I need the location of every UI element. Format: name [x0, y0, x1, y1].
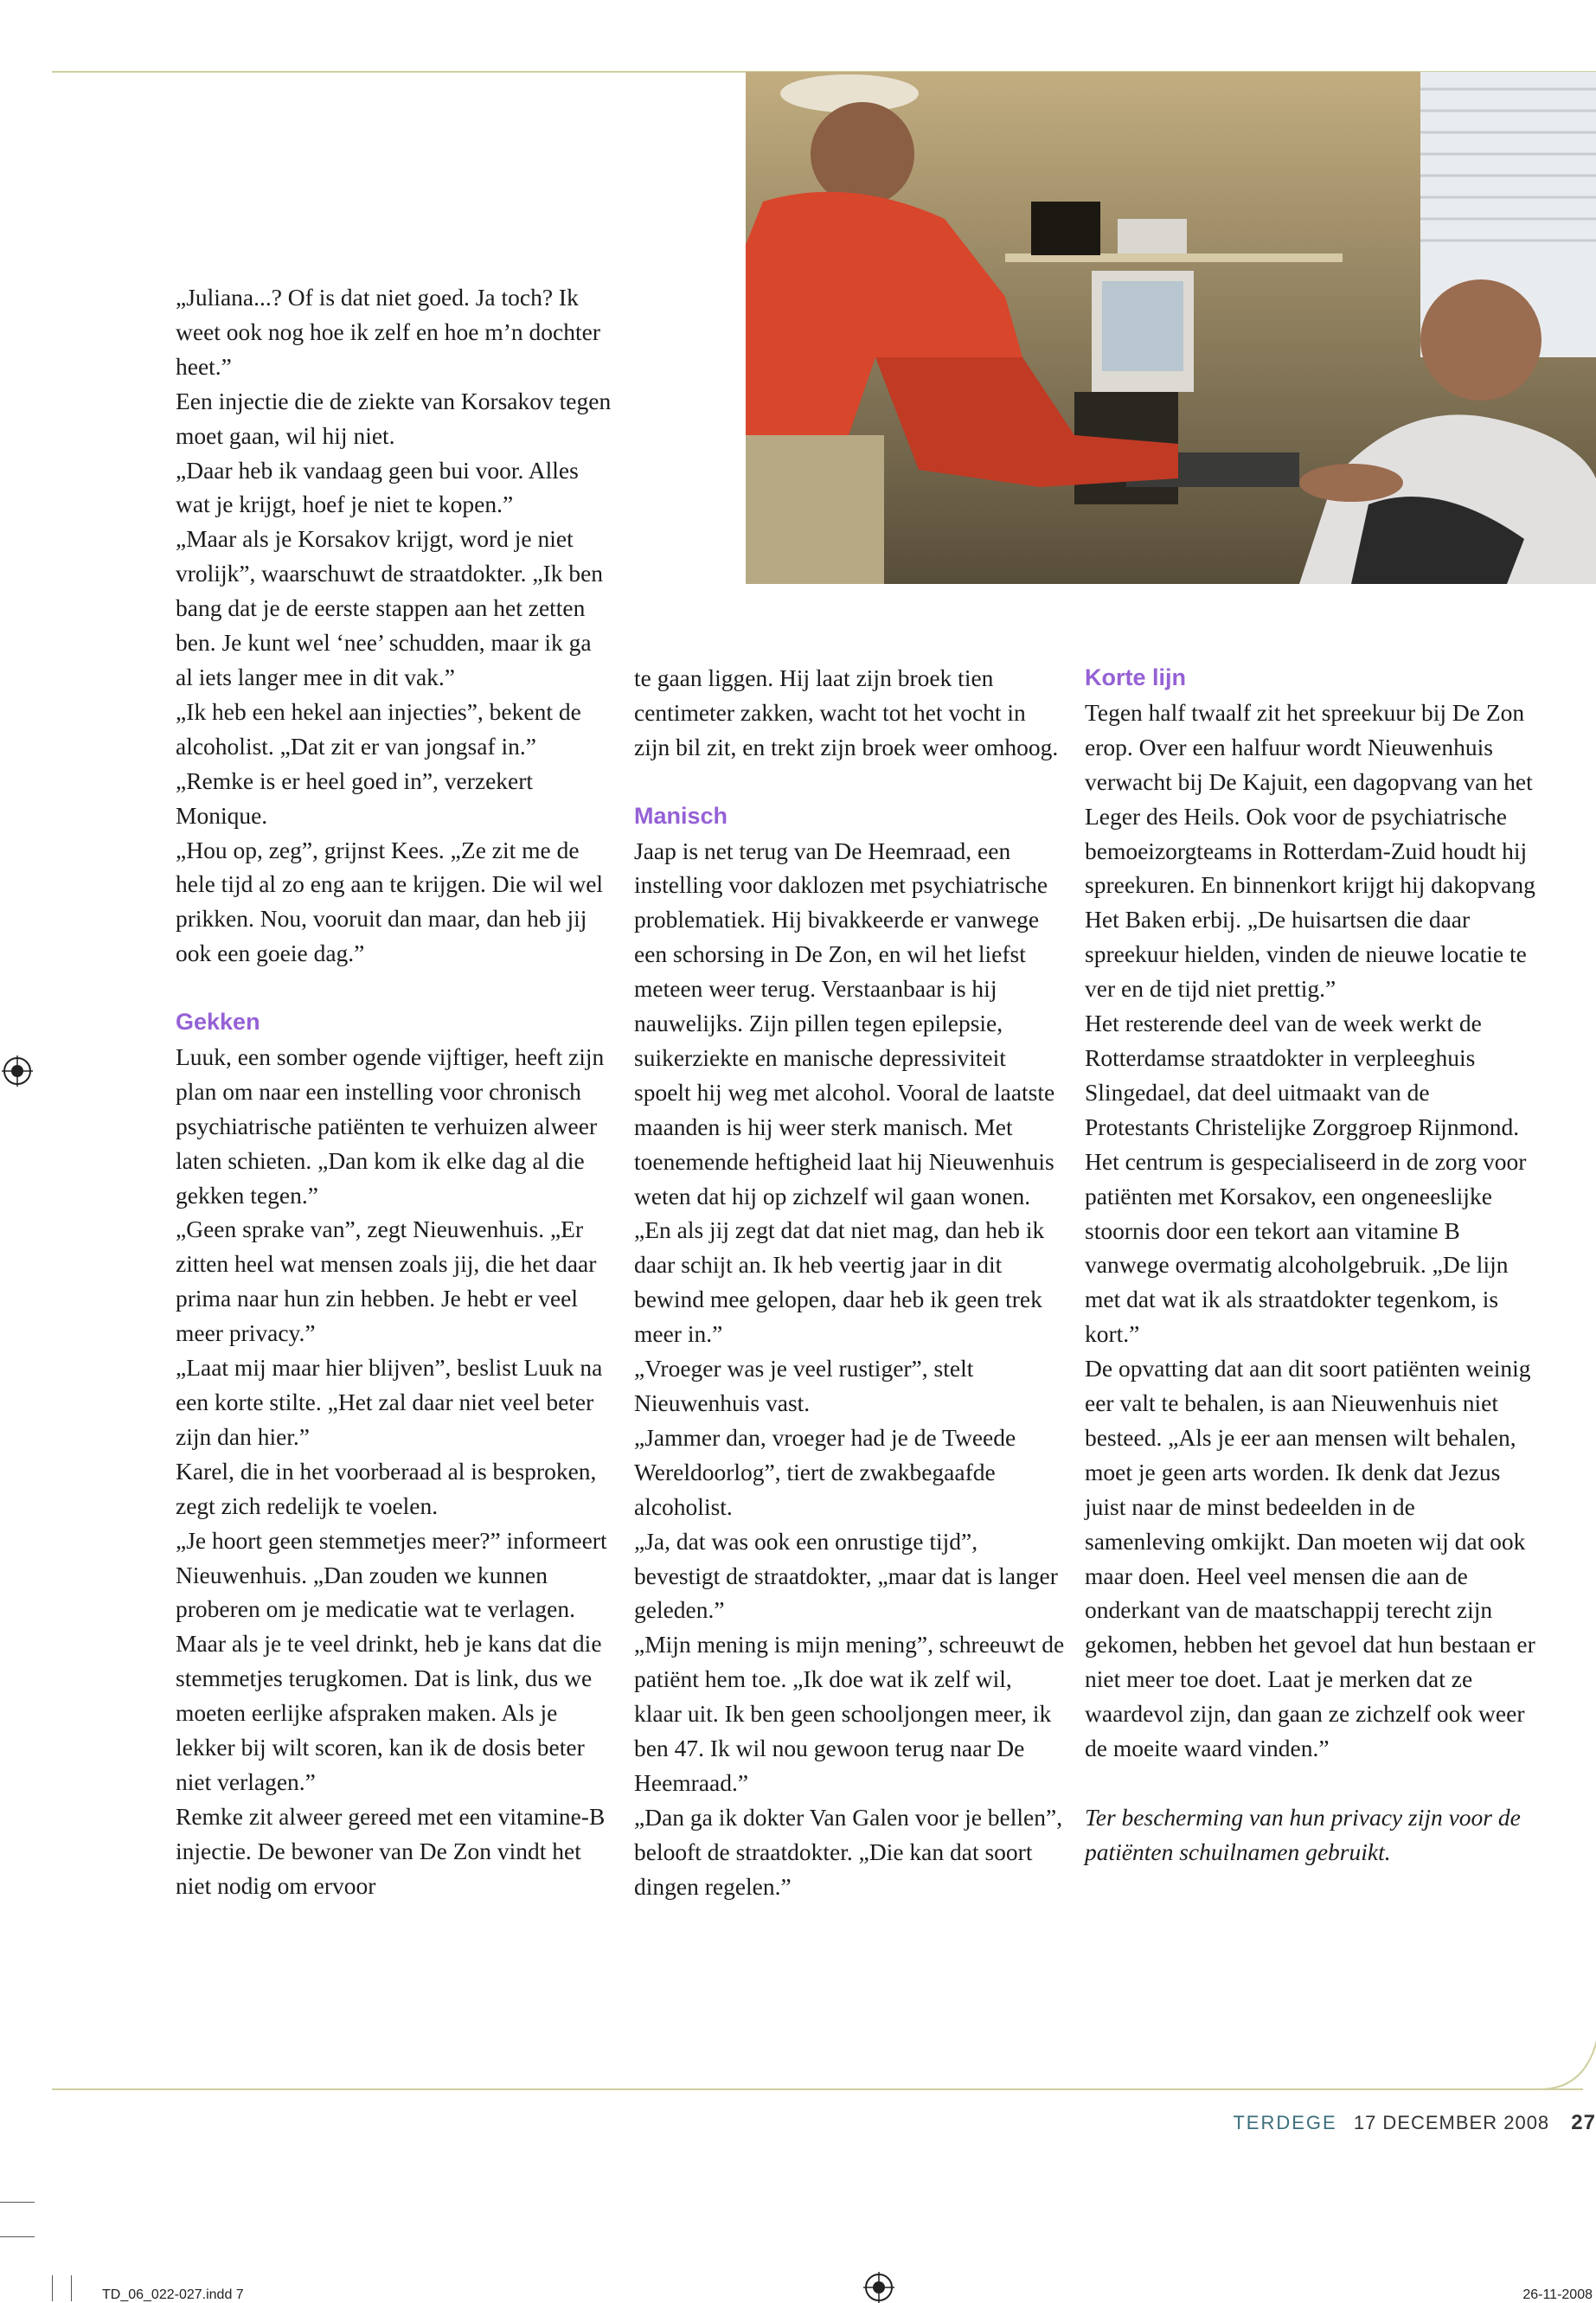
article-photo	[746, 72, 1596, 584]
privacy-note: Ter bescherming van hun privacy zijn voor de patiënten schuilnamen gebruikt.	[1085, 1803, 1521, 1865]
issue-date: 17 DECEMBER 2008	[1353, 2112, 1550, 2133]
col2-body-1: te gaan liggen. Hij laat zijn broek tien centimeter zakken, wacht tot het vocht in zijn bil zit, en trekt zijn broek weer omhoog.	[634, 664, 1059, 760]
col3-body-1: Tegen half twaalf zit het spreekuur bij De Zon erop. Over een halfuur wordt Nieuwenhuis verwacht bij De Kajuit, een dagopvang van het Leger des Heils. Ook voor de psychiatrische bemoeizorgteams in Rotterdam-Zuid houdt hij spreekuren. En binnenkort krijgt hij dakopvang Het Baken erbij. „De huisartsen die daar spreekuur hielden, vinden de nieuwe locatie te ver en de tijd niet prettig.” Het resterende deel van de week werkt de Rotterdamse straatdokter in verpleeghuis Slingedael, dat deel uitmaakt van de Protestants Christelijke Zorggroep Rijnmond. Het centrum is gespecialiseerd in de zorg voor patiënten met Korsakov, een ongeneeslijke stoornis door een tekort aan vitamine B vanwege overmatig alcoholgebruik. „De lijn met dat wat ik als straatdokter tegenkom, is kort.” De opvatting dat aan dit soort patiënten weinig eer valt te behalen, is aan Nieuwenhuis niet besteed. „Als je eer aan mensen wilt behalen, moet je geen arts worden. Ik denk dat Jezus juist naar de minst bedeelden in de samenleving omkijkt. Dan moeten wij dat ook maar doen. Heel veel mensen die aan de onderkant van de maatschappij terecht zijn gekomen, hebben het gevoel dat hun bestaan er niet meer toe doet. Laat je merken dat ze waardevol zijn, dan gaan ze zichzelf ook weer de moeite waard vinden.”	[1085, 698, 1535, 1762]
col2-body-2: Jaap is net terug van De Heemraad, een instelling voor daklozen met psychiatrische problematiek. Hij bivakkeerde er vanwege een schorsing in De Zon, en wil het liefst meteen weer terug. Verstaanbaar is hij nauwelijks. Zijn pillen tegen epilepsie, suikerziekte en manische depressiviteit spoelt hij weg met alcohol. Vooral de laatste maanden is hij weer sterk manisch. Met toenemende heftigheid laat hij Nieuwenhuis weten dat hij op zichzelf wil gaan wonen. „En als jij zegt dat dat niet mag, dan heb ik daar schijt an. Ik heb veertig jaar in dit bewind mee gelopen, daar heb ik geen trek meer in.” „Vroeger was je veel rustiger”, stelt Nieuwenhuis vast. „Jammer dan, vroeger had je de Tweede Wereldoorlog”, tiert de zwakbegaafde alcoholist. „Ja, dat was ook een onrustige tijd”, bevestigt de straatdokter, „maar dat is langer geleden.” „Mijn mening is mijn mening”, schreeuwt de patiënt hem toe. „Ik doe wat ik zelf wil, klaar uit. Ik ben geen schooljongen meer, ik ben 47. Ik wil nou gewoon terug naar De Heemraad.” „Dan ga ik dokter Van Galen voor je bellen”, belooft de straatdokter. „Die kan dat soort dingen regelen.”	[634, 837, 1065, 1900]
crop-mark-h2	[0, 2236, 35, 2237]
registration-mark-left	[2, 1055, 33, 1087]
page-footer	[1233, 2111, 1596, 2135]
page-number: 27	[1571, 2111, 1596, 2134]
column-2	[634, 661, 1065, 1904]
magazine-name: TERDEGE	[1233, 2112, 1337, 2133]
bottom-rule	[52, 2088, 1583, 2090]
crop-mark-v2	[71, 2275, 72, 2301]
col1-body-1: „Juliana...? Of is dat niet goed. Ja toch? Ik weet ook nog hoe ik zelf en hoe m’n dochter heet.” Een injectie die de ziekte van Korsakov tegen moet gaan, wil hij niet. „Daar heb ik vandaag geen bui voor. Alles wat je krijgt, hoef je niet te kopen.” „Maar als je Korsakov krijgt, word je niet vrolijk”, waarschuwt de straatdokter. „Ik ben bang dat je de eerste stappen aan het zetten ben. Je kunt wel ‘nee’ schudden, maar ik ga al iets langer mee in dit vak.” „Ik heb een hekel aan injecties”, bekent de alcoholist. „Dat zit er van jongsaf in.” „Remke is er heel goed in”, verzekert Monique. „Hou op, zeg”, grijnst Kees. „Ze zit me de hele tijd al zo eng aan te krijgen. Die wil wel prikken. Nou, vooruit dan maar, dan heb jij ook een goeie dag.”	[176, 284, 612, 967]
heading-manisch: Manisch	[634, 802, 728, 829]
crop-mark-h1	[0, 2202, 35, 2203]
bottom-rule-curve	[1540, 2024, 1596, 2090]
slug-filename: TD_06_022-027.indd 7	[102, 2287, 244, 2302]
registration-mark-bottom	[863, 2272, 894, 2303]
col1-body-2: Luuk, een somber ogende vijftiger, heeft zijn plan om naar een instelling voor chronisch psychiatrische patiënten te verhuizen alweer laten schieten. „Dan kom ik elke dag al die gekken tegen.” „Geen sprake van”, zegt Nieuwenhuis. „Er zitten heel wat mensen zoals jij, die het daar prima naar hun zin hebben. Je hebt er veel meer privacy.” „Laat mij maar hier blijven”, beslist Luuk na een korte stilte. „Het zal daar niet veel beter zijn dan hier.” Karel, die in het voorberaad al is besproken, zegt zich redelijk te voelen. „Je hoort geen stemmetjes meer?” informeert Nieuwenhuis. „Dan zouden we kunnen proberen om je medicatie wat te verlagen. Maar als je te veel drinkt, heb je kans dat die stemmetjes terugkomen. Dat is link, dus we moeten eerlijke afspraken maken. Als je lekker bij wilt scoren, kan ik de dosis beter niet verlagen.” Remke zit alweer gereed met een vitamine-B injectie. De bewoner van De Zon vindt het niet nodig om ervoor	[176, 1042, 607, 1899]
crop-mark-v1	[52, 2275, 53, 2301]
heading-korte-lijn: Korte lijn	[1085, 664, 1187, 690]
heading-gekken: Gekken	[176, 1009, 260, 1036]
column-1	[176, 280, 612, 1903]
column-3	[1085, 661, 1539, 1870]
slug-date: 26-11-2008	[1522, 2287, 1593, 2302]
